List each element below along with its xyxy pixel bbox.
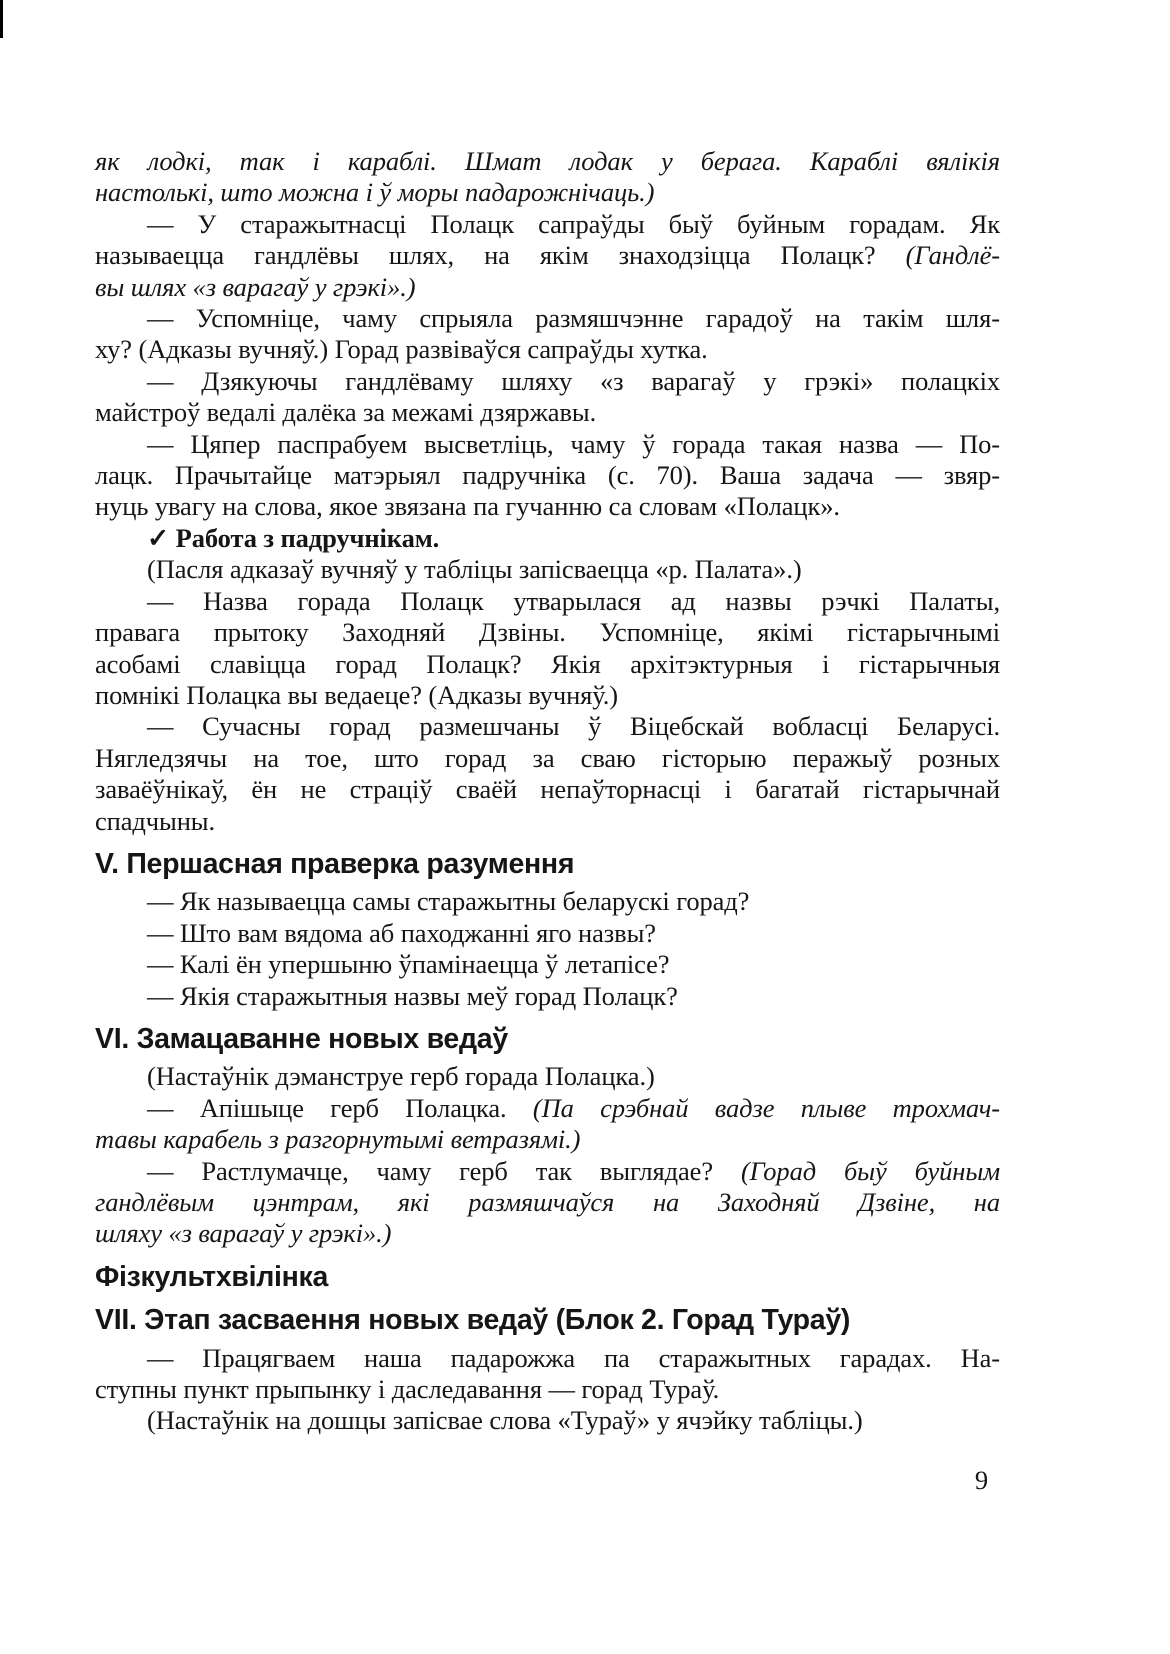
text-segment: — У старажытнасці Полацк сапраўды быў буйным горадам. Як — [147, 208, 1000, 239]
text-segment: V. Першасная праверка разумення — [95, 847, 575, 880]
text-segment: — Працягваем наша падарожжа па старажытных гарадах. На- — [147, 1342, 1000, 1373]
question-line — [95, 981, 1000, 1012]
section-heading-vi — [95, 1024, 1000, 1055]
text-line — [95, 1061, 1000, 1092]
text-segment: — Дзякуючы гандлёваму шляху «з варагаў у грэкі» полацкіх — [147, 365, 1000, 396]
text-segment: асобамі славіцца горад Полацк? Якія архітэктурныя і гістарычныя — [95, 648, 1000, 679]
text-segment: — Растлумачце, чаму герб так выглядае? — [147, 1155, 741, 1186]
text-segment: (Пасля адказаў вучняў у табліцы запісваецца «р. Палата».) — [147, 554, 802, 585]
text-segment: — Апішыце герб Полацка. — [147, 1092, 533, 1123]
text-line — [95, 774, 1000, 805]
text-segment: VII. Этап засваення новых ведаў (Блок 2. Горад Тураў) — [95, 1304, 851, 1337]
text-segment: настолькі, што можна і ў моры падарожнічаць.) — [95, 177, 655, 208]
question-line — [95, 918, 1000, 949]
text-line — [95, 1093, 1000, 1124]
text-segment: ступны пункт прыпынку і даследавання — горад Тураў. — [95, 1374, 720, 1405]
text-segment: — Што вам вядома аб паходжанні яго назвы? — [147, 917, 656, 948]
text-line — [95, 743, 1000, 774]
text-line — [95, 429, 1000, 460]
text-segment: VI. Замацаванне новых ведаў — [95, 1022, 508, 1055]
text-segment: (Па срэбнай вадзе плыве трохмач- — [532, 1092, 1000, 1123]
text-line — [95, 209, 1000, 240]
text-line — [95, 1343, 1000, 1374]
text-segment: (Настаўнік на дошцы запісвае слова «Тураў» у ячэйку табліцы.) — [147, 1405, 863, 1436]
lines-container — [95, 146, 1000, 1437]
text-segment: (Гандлё- — [905, 240, 1000, 271]
page-number: 9 — [974, 1464, 988, 1495]
text-segment: шляху «з варагаў у грэкі».) — [95, 1218, 392, 1249]
text-line — [95, 617, 1000, 648]
work-with-textbook-note — [95, 523, 1000, 554]
text-segment: Фізкультхвілінка — [95, 1260, 329, 1293]
question-line — [95, 886, 1000, 917]
text-segment: майстроў ведалі далёка за межамі дзяржавы. — [95, 397, 597, 428]
text-segment: нуць увагу на слова, якое звязана па гучанню са словам «Полацк». — [95, 491, 840, 522]
text-segment: — Якія старажытныя назвы меў горад Полацк? — [147, 980, 678, 1011]
text-segment: — Сучасны горад размешчаны ў Віцебскай вобласці Беларусі. — [147, 711, 1000, 742]
text-line — [95, 272, 1000, 303]
text-line — [95, 806, 1000, 837]
text-segment: спадчыны. — [95, 805, 216, 836]
text-block — [95, 146, 1000, 1496]
text-line — [95, 680, 1000, 711]
text-line — [95, 460, 1000, 491]
text-segment: як лодкі, так і караблі. Шмат лодак у берага. Караблі вялікія — [95, 146, 1000, 176]
text-line — [95, 366, 1000, 397]
text-line — [95, 177, 1000, 208]
text-line — [95, 334, 1000, 365]
text-segment: лацк. Прачытайце матэрыял падручніка (с. 70). Ваша задача — звяр- — [95, 460, 1000, 491]
text-segment: помнікі Полацка вы ведаеце? (Адказы вучняў.) — [95, 679, 618, 710]
text-line — [95, 586, 1000, 617]
text-line — [95, 240, 1000, 271]
text-segment: ху? (Адказы вучняў.) Горад развіваўся сапраўды хутка. — [95, 334, 708, 365]
text-line — [95, 491, 1000, 522]
text-line — [95, 1156, 1000, 1187]
physical-break-heading — [95, 1262, 1000, 1293]
text-segment: (Горад быў буйным — [740, 1155, 1001, 1186]
text-line — [95, 146, 1000, 177]
text-segment: — Цяпер паспрабуем высветліць, чаму ў горада такая назва — По- — [147, 428, 1000, 459]
text-line — [95, 397, 1000, 428]
text-line — [95, 1187, 1000, 1218]
text-segment: тавы карабель з разгорнутымі ветразямі.) — [95, 1124, 581, 1155]
text-line — [95, 1218, 1000, 1249]
text-segment: ✓ Работа з падручнікам. — [147, 522, 440, 553]
text-line — [95, 1374, 1000, 1405]
text-segment: — Успомніце, чаму спрыяла размяшчэнне гарадоў на такім шля- — [147, 303, 1000, 334]
question-line — [95, 949, 1000, 980]
text-line — [95, 1124, 1000, 1155]
text-segment: заваёўнікаў, ён не страціў сваёй непаўторнасці і багатай гістарычнай — [95, 774, 1000, 805]
text-line — [95, 711, 1000, 742]
scan-artifact — [0, 0, 3, 38]
section-heading-vii — [95, 1305, 1000, 1336]
text-line — [95, 1405, 1000, 1436]
text-segment: — Калі ён упершыню ўпамінаецца ў летапісе? — [147, 949, 670, 980]
text-line — [95, 649, 1000, 680]
text-segment: Нягледзячы на тое, што горад за сваю гісторыю перажыў розных — [95, 742, 1000, 773]
text-segment: правага прытоку Заходняй Дзвіны. Успомніце, якімі гістарычнымі — [95, 617, 1000, 648]
text-segment: — Назва горада Полацк утварылася ад назвы рэчкі Палаты, — [147, 585, 1000, 616]
text-segment: (Настаўнік дэманструе герб горада Полацка.) — [147, 1061, 655, 1092]
text-segment: вы шлях «з варагаў у грэкі».) — [95, 271, 416, 302]
text-line — [95, 554, 1000, 585]
section-heading-v — [95, 849, 1000, 880]
text-segment: — Як называецца самы старажытны беларускі горад? — [147, 886, 750, 917]
text-segment: называецца гандлёвы шлях, на якім знаходзіцца Полацк? — [95, 240, 906, 271]
text-segment: гандлёвым цэнтрам, які размяшчаўся на Заходняй Дзвіне, на — [95, 1187, 1000, 1217]
text-line — [95, 303, 1000, 334]
